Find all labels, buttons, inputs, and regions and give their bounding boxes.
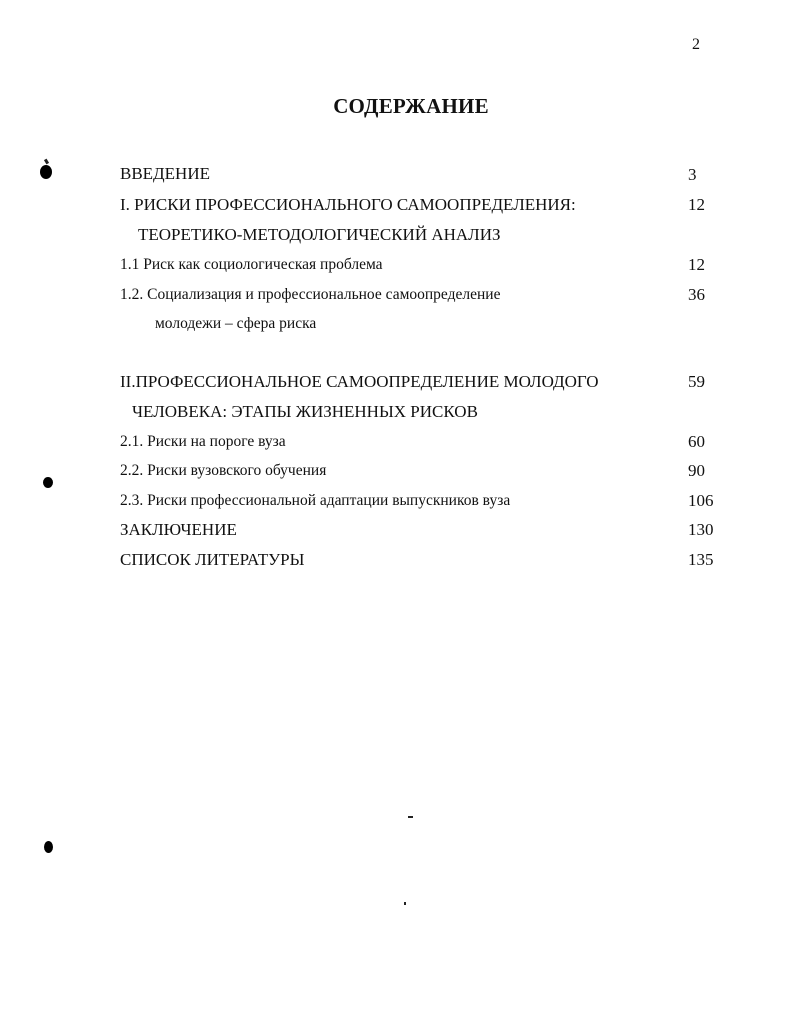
- toc-page-section-2-1: 60: [688, 432, 705, 451]
- toc-item-section-1-2-line-1: 1.2. Социализация и профессиональное самоопределение: [120, 286, 501, 303]
- binder-hole-mark-middle: [43, 477, 53, 488]
- toc-item-chapter-2-line-1: II.ПРОФЕССИОНАЛЬНОЕ САМООПРЕДЕЛЕНИЕ МОЛОДОГО: [120, 372, 599, 391]
- toc-item-references: СПИСОК ЛИТЕРАТУРЫ: [120, 550, 305, 569]
- page-number: 2: [692, 36, 700, 53]
- toc-item-chapter-1-line-2: ТЕОРЕТИКО-МЕТОДОЛОГИЧЕСКИЙ АНАЛИЗ: [138, 225, 501, 244]
- toc-page-chapter-1: 12: [688, 195, 705, 214]
- page-title: СОДЕРЖАНИЕ: [333, 94, 489, 118]
- toc-page-section-2-3: 106: [688, 491, 714, 510]
- toc-page-chapter-2: 59: [688, 372, 705, 391]
- toc-item-conclusion: ЗАКЛЮЧЕНИЕ: [120, 520, 237, 539]
- toc-item-chapter-2-line-2: ЧЕЛОВЕКА: ЭТАПЫ ЖИЗНЕННЫХ РИСКОВ: [132, 402, 478, 421]
- toc-page-section-1-1: 12: [688, 255, 705, 274]
- binder-hole-mark-top: [40, 165, 52, 179]
- scan-speck: [44, 159, 49, 165]
- toc-item-section-1-1: 1.1 Риск как социологическая проблема: [120, 256, 383, 273]
- toc-page-references: 135: [688, 550, 714, 569]
- toc-item-section-2-3: 2.3. Риски профессиональной адаптации выпускников вуза: [120, 492, 511, 509]
- binder-hole-mark-bottom: [44, 841, 53, 853]
- toc-item-intro: ВВЕДЕНИЕ: [120, 164, 210, 183]
- scan-speck: [404, 902, 406, 905]
- toc-page-intro: 3: [688, 165, 697, 184]
- toc-page-section-1-2: 36: [688, 285, 705, 304]
- toc-item-section-2-1: 2.1. Риски на пороге вуза: [120, 433, 286, 450]
- toc-item-section-2-2: 2.2. Риски вузовского обучения: [120, 462, 327, 479]
- toc-item-section-1-2-line-2: молодежи – сфера риска: [155, 315, 317, 332]
- toc-page-conclusion: 130: [688, 520, 714, 539]
- toc-item-chapter-1-line-1: I. РИСКИ ПРОФЕССИОНАЛЬНОГО САМООПРЕДЕЛЕНИЯ:: [120, 195, 576, 214]
- scan-speck: [408, 816, 413, 818]
- toc-page-section-2-2: 90: [688, 461, 705, 480]
